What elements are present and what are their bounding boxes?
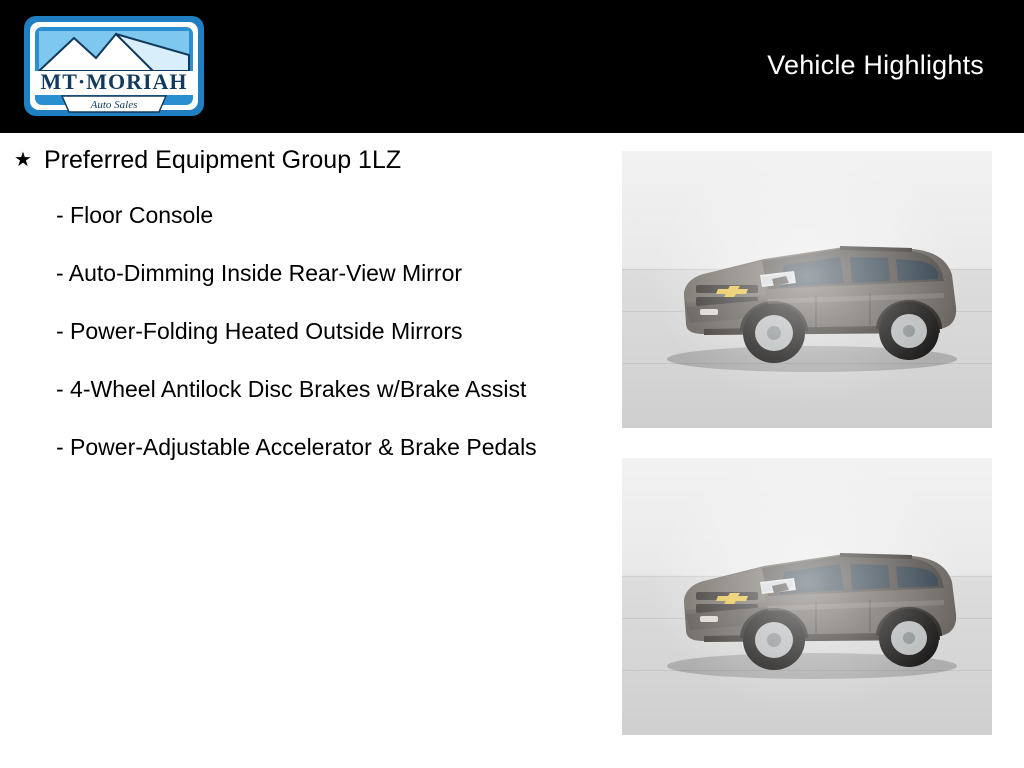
list-item: - Auto-Dimming Inside Rear-View Mirror: [56, 260, 463, 286]
list-item: - Power-Folding Heated Outside Mirrors: [56, 318, 463, 344]
vehicle-photo-front-three-quarter-1[interactable]: [622, 151, 992, 428]
highlights-list: [14, 145, 584, 488]
logo-subtext: Auto Sales: [90, 99, 138, 111]
highlights-heading: Preferred Equipment Group 1LZ: [44, 146, 402, 174]
page-title: Vehicle Highlights: [767, 50, 984, 80]
vehicle-image: [644, 203, 974, 383]
vehicle-image: [644, 510, 974, 690]
slide-content: [0, 133, 1024, 768]
highlights-heading-row: [14, 145, 584, 176]
vehicle-photo-front-three-quarter-2[interactable]: [622, 458, 992, 735]
list-item: - 4-Wheel Antilock Disc Brakes w/Brake Assist: [56, 376, 527, 402]
list-item: - Power-Adjustable Accelerator & Brake Pedals: [56, 434, 537, 460]
page-header: [0, 0, 1024, 133]
logo-wordmark: MT·MORIAH: [40, 69, 188, 94]
list-item: - Floor Console: [56, 202, 214, 228]
star-icon: ★: [14, 149, 32, 171]
mt-moriah-auto-sales-logo: [18, 10, 210, 122]
